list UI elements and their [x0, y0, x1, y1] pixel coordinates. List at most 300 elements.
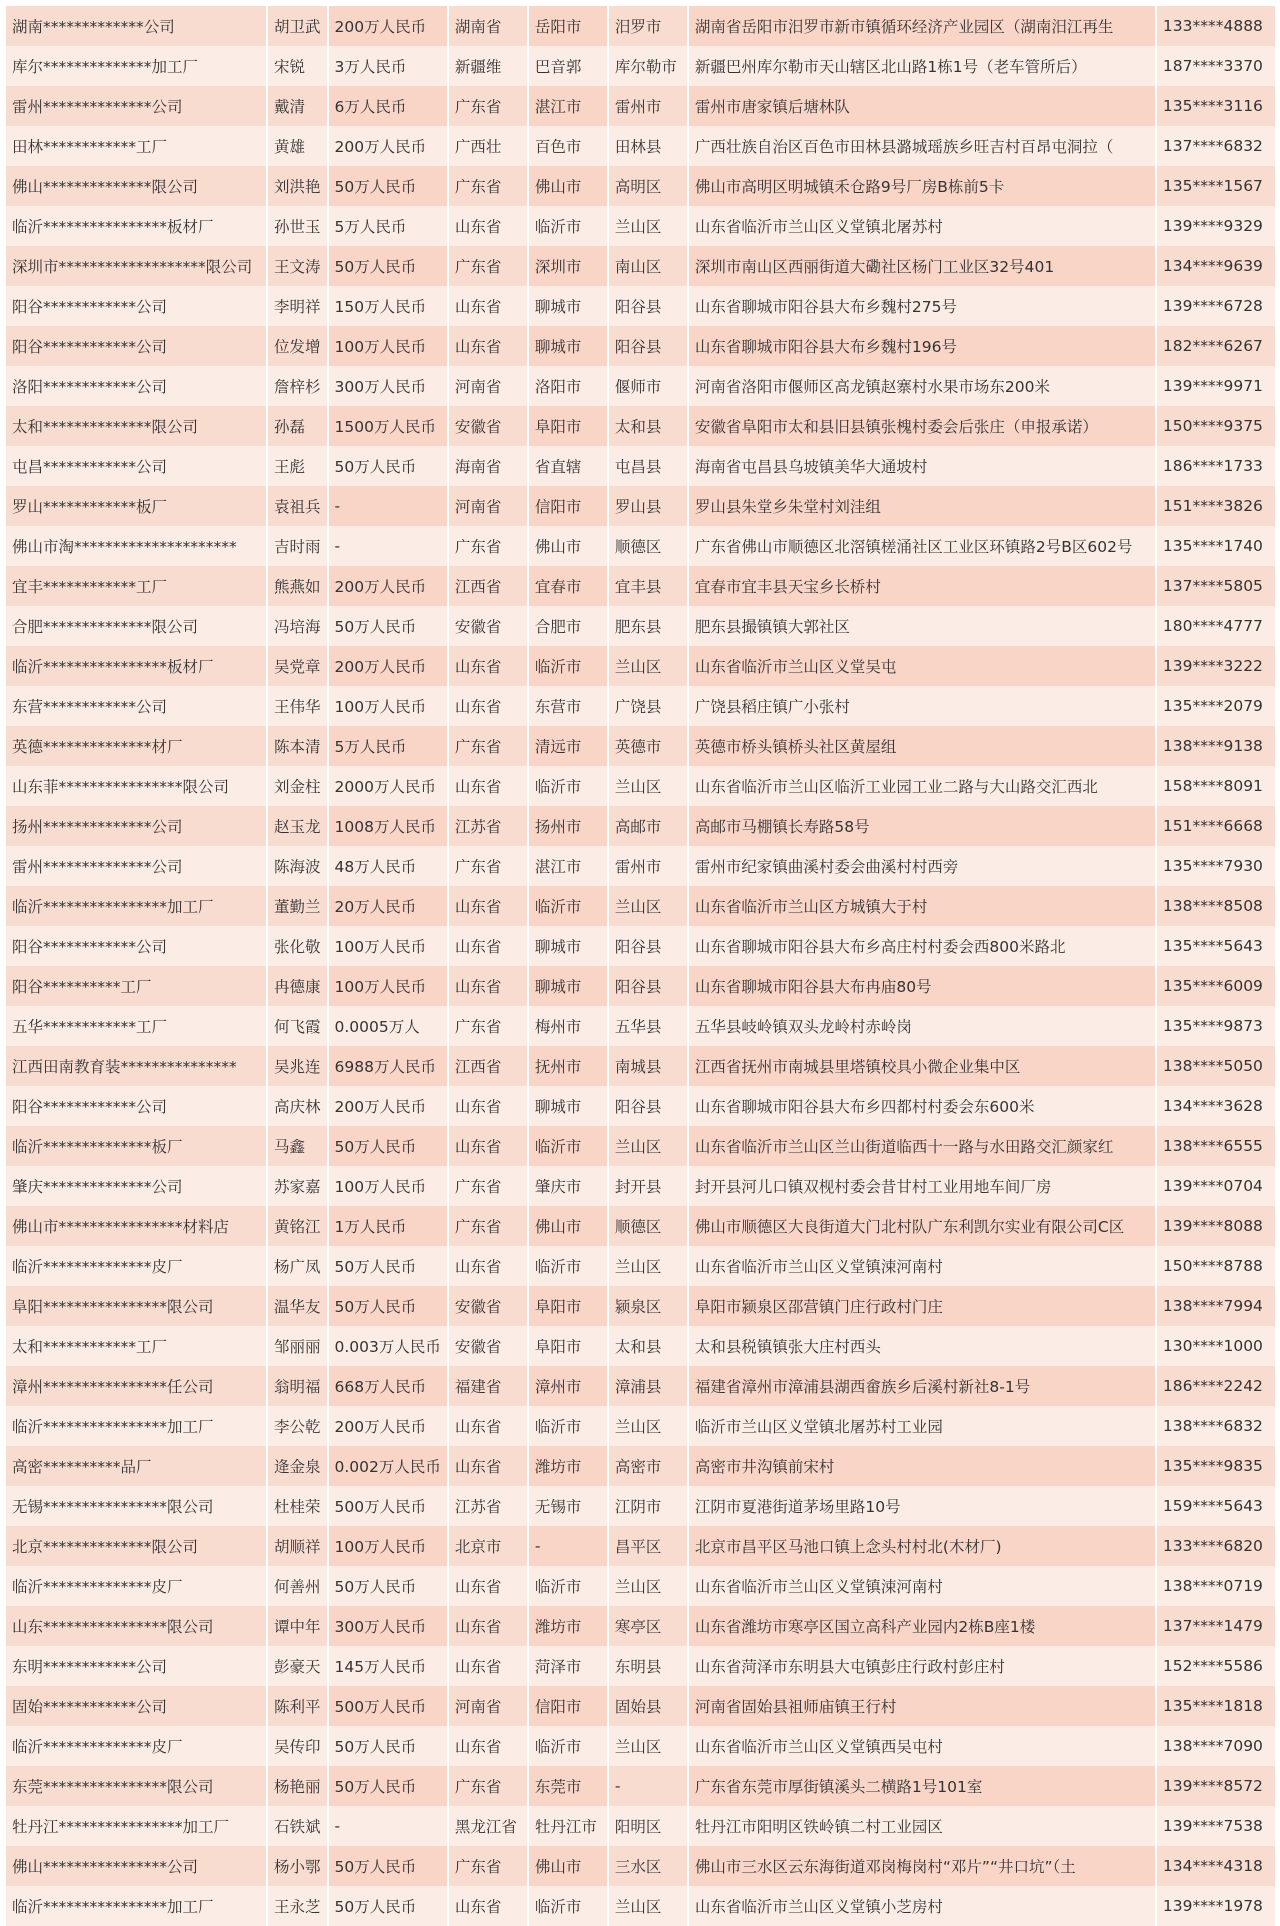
table-body: [6, 6, 1277, 1926]
table-row: [6, 1446, 1277, 1486]
contact-cell: 马鑫: [268, 1126, 329, 1166]
province-cell: 江苏省: [449, 806, 529, 846]
capital-cell: 1008万人民币: [329, 806, 449, 846]
city-cell: 漳州市: [529, 1366, 609, 1406]
phone-cell: 137****6832: [1157, 126, 1277, 166]
capital-cell: -: [329, 1806, 449, 1846]
contact-cell: 胡顺祥: [268, 1526, 329, 1566]
address-cell: 河南省洛阳市偃师区高龙镇赵寨村水果市场东200米: [689, 366, 1157, 406]
capital-cell: 50万人民币: [329, 1566, 449, 1606]
table-row: [6, 686, 1277, 726]
contact-cell: 董勤兰: [268, 886, 329, 926]
company-name-cell: 高密**********品厂: [6, 1446, 268, 1486]
phone-cell: 152****5586: [1157, 1646, 1277, 1686]
city-cell: 信阳市: [529, 486, 609, 526]
phone-cell: 135****9873: [1157, 1006, 1277, 1046]
province-cell: 山东省: [449, 1446, 529, 1486]
province-cell: 广东省: [449, 246, 529, 286]
address-cell: 深圳市南山区西丽街道大磡社区杨门工业区32号401: [689, 246, 1157, 286]
phone-cell: 135****1818: [1157, 1686, 1277, 1726]
province-cell: 新疆维: [449, 46, 529, 86]
city-cell: 百色市: [529, 126, 609, 166]
address-cell: 山东省临沂市兰山区方城镇大于村: [689, 886, 1157, 926]
table-row: [6, 966, 1277, 1006]
table-row: [6, 846, 1277, 886]
city-cell: 聊城市: [529, 926, 609, 966]
province-cell: 广东省: [449, 86, 529, 126]
company-name-cell: 固始************公司: [6, 1686, 268, 1726]
capital-cell: 668万人民币: [329, 1366, 449, 1406]
province-cell: 安徽省: [449, 606, 529, 646]
province-cell: 河南省: [449, 366, 529, 406]
province-cell: 山东省: [449, 1086, 529, 1126]
province-cell: 广东省: [449, 846, 529, 886]
phone-cell: 139****9971: [1157, 366, 1277, 406]
address-cell: 佛山市高明区明城镇禾仓路9号厂房B栋前5卡: [689, 166, 1157, 206]
district-cell: 兰山区: [609, 1726, 689, 1766]
address-cell: 山东省临沂市兰山区临沂工业园工业二路与大山路交汇西北: [689, 766, 1157, 806]
contact-cell: 温华友: [268, 1286, 329, 1326]
company-name-cell: 佛山**************限公司: [6, 166, 268, 206]
capital-cell: 50万人民币: [329, 1726, 449, 1766]
province-cell: 山东省: [449, 646, 529, 686]
company-name-cell: 雷州**************公司: [6, 86, 268, 126]
capital-cell: 200万人民币: [329, 6, 449, 46]
company-name-cell: 山东****************限公司: [6, 1606, 268, 1646]
company-name-cell: 临沂**************皮厂: [6, 1726, 268, 1766]
capital-cell: 0.002万人民币: [329, 1446, 449, 1486]
phone-cell: 180****4777: [1157, 606, 1277, 646]
phone-cell: 186****2242: [1157, 1366, 1277, 1406]
table-row: [6, 406, 1277, 446]
address-cell: 山东省临沂市兰山区义堂镇西吴屯村: [689, 1726, 1157, 1766]
phone-cell: 158****8091: [1157, 766, 1277, 806]
city-cell: 聊城市: [529, 286, 609, 326]
company-name-cell: 东莞****************限公司: [6, 1766, 268, 1806]
address-cell: 山东省临沂市兰山区义堂镇北屠苏村: [689, 206, 1157, 246]
address-cell: 高邮市马棚镇长寿路58号: [689, 806, 1157, 846]
district-cell: 高明区: [609, 166, 689, 206]
company-name-cell: 太和**************限公司: [6, 406, 268, 446]
province-cell: 山东省: [449, 1606, 529, 1646]
address-cell: 佛山市顺德区大良街道大门北村队广东利凯尔实业有限公司C区: [689, 1206, 1157, 1246]
table-row: [6, 886, 1277, 926]
district-cell: -: [609, 1766, 689, 1806]
district-cell: 屯昌县: [609, 446, 689, 486]
city-cell: 扬州市: [529, 806, 609, 846]
contact-cell: 张化敬: [268, 926, 329, 966]
contact-cell: 苏家嘉: [268, 1166, 329, 1206]
phone-cell: 138****6555: [1157, 1126, 1277, 1166]
district-cell: 东明县: [609, 1646, 689, 1686]
capital-cell: 200万人民币: [329, 646, 449, 686]
table-row: [6, 1406, 1277, 1446]
phone-cell: 150****9375: [1157, 406, 1277, 446]
capital-cell: -: [329, 486, 449, 526]
table-row: [6, 726, 1277, 766]
address-cell: 山东省临沂市兰山区义堂镇涑河南村: [689, 1566, 1157, 1606]
table-row: [6, 1366, 1277, 1406]
city-cell: 临沂市: [529, 1726, 609, 1766]
phone-cell: 150****8788: [1157, 1246, 1277, 1286]
district-cell: 英德市: [609, 726, 689, 766]
phone-cell: 133****6820: [1157, 1526, 1277, 1566]
table-row: [6, 1806, 1277, 1846]
capital-cell: 500万人民币: [329, 1686, 449, 1726]
province-cell: 广东省: [449, 166, 529, 206]
district-cell: 固始县: [609, 1686, 689, 1726]
capital-cell: 100万人民币: [329, 326, 449, 366]
address-cell: 海南省屯昌县乌坡镇美华大通坡村: [689, 446, 1157, 486]
table-row: [6, 1886, 1277, 1926]
phone-cell: 135****1740: [1157, 526, 1277, 566]
phone-cell: 133****4888: [1157, 6, 1277, 46]
address-cell: 临沂市兰山区义堂镇北屠苏村工业园: [689, 1406, 1157, 1446]
province-cell: 广东省: [449, 1166, 529, 1206]
capital-cell: 50万人民币: [329, 1246, 449, 1286]
city-cell: 临沂市: [529, 1886, 609, 1926]
contact-cell: 石铁斌: [268, 1806, 329, 1846]
table-row: [6, 1846, 1277, 1886]
district-cell: 阳谷县: [609, 326, 689, 366]
table-row: [6, 206, 1277, 246]
address-cell: 广东省东莞市厚街镇溪头二横路1号101室: [689, 1766, 1157, 1806]
province-cell: 黑龙江省: [449, 1806, 529, 1846]
table-row: [6, 1166, 1277, 1206]
contact-cell: 袁祖兵: [268, 486, 329, 526]
contact-cell: 吴传印: [268, 1726, 329, 1766]
city-cell: 东营市: [529, 686, 609, 726]
phone-cell: 139****1978: [1157, 1886, 1277, 1926]
address-cell: 阜阳市颍泉区邵营镇门庄行政村门庄: [689, 1286, 1157, 1326]
district-cell: 库尔勒市: [609, 46, 689, 86]
company-name-cell: 雷州**************公司: [6, 846, 268, 886]
district-cell: 昌平区: [609, 1526, 689, 1566]
province-cell: 山东省: [449, 1726, 529, 1766]
capital-cell: 300万人民币: [329, 1606, 449, 1646]
address-cell: 英德市桥头镇桥头社区黄屋组: [689, 726, 1157, 766]
contact-cell: 詹梓杉: [268, 366, 329, 406]
company-name-cell: 漳州****************任公司: [6, 1366, 268, 1406]
province-cell: 山东省: [449, 926, 529, 966]
contact-cell: 王文涛: [268, 246, 329, 286]
province-cell: 河南省: [449, 486, 529, 526]
address-cell: 山东省聊城市阳谷县大布乡高庄村村委会西800米路北: [689, 926, 1157, 966]
phone-cell: 151****6668: [1157, 806, 1277, 846]
province-cell: 广东省: [449, 1006, 529, 1046]
province-cell: 山东省: [449, 886, 529, 926]
address-cell: 高密市井沟镇前宋村: [689, 1446, 1157, 1486]
province-cell: 山东省: [449, 1886, 529, 1926]
table-row: [6, 1726, 1277, 1766]
address-cell: 牡丹江市阳明区铁岭镇二村工业园区: [689, 1806, 1157, 1846]
contact-cell: 宋锐: [268, 46, 329, 86]
province-cell: 山东省: [449, 286, 529, 326]
province-cell: 山东省: [449, 686, 529, 726]
table-row: [6, 486, 1277, 526]
phone-cell: 135****2079: [1157, 686, 1277, 726]
table-row: [6, 1206, 1277, 1246]
province-cell: 山东省: [449, 1566, 529, 1606]
capital-cell: 200万人民币: [329, 1086, 449, 1126]
table-row: [6, 1326, 1277, 1366]
capital-cell: 100万人民币: [329, 926, 449, 966]
contact-cell: 戴清: [268, 86, 329, 126]
address-cell: 山东省聊城市阳谷县大布乡魏村275号: [689, 286, 1157, 326]
city-cell: 湛江市: [529, 846, 609, 886]
contact-cell: 李公乾: [268, 1406, 329, 1446]
district-cell: 兰山区: [609, 1126, 689, 1166]
district-cell: 阳明区: [609, 1806, 689, 1846]
capital-cell: 145万人民币: [329, 1646, 449, 1686]
phone-cell: 139****9329: [1157, 206, 1277, 246]
city-cell: 潍坊市: [529, 1446, 609, 1486]
contact-cell: 彭豪天: [268, 1646, 329, 1686]
address-cell: 广西壮族自治区百色市田林县潞城瑶族乡旺吉村百昂屯洞拉（: [689, 126, 1157, 166]
district-cell: 偃师市: [609, 366, 689, 406]
address-cell: 北京市昌平区马池口镇上念头村村北(木材厂): [689, 1526, 1157, 1566]
table-row: [6, 286, 1277, 326]
capital-cell: 3万人民币: [329, 46, 449, 86]
district-cell: 高密市: [609, 1446, 689, 1486]
phone-cell: 151****3826: [1157, 486, 1277, 526]
phone-cell: 138****5050: [1157, 1046, 1277, 1086]
contact-cell: 冉德康: [268, 966, 329, 1006]
district-cell: 高邮市: [609, 806, 689, 846]
city-cell: 湛江市: [529, 86, 609, 126]
phone-cell: 134****3628: [1157, 1086, 1277, 1126]
province-cell: 山东省: [449, 326, 529, 366]
table-row: [6, 446, 1277, 486]
table-row: [6, 1006, 1277, 1046]
contact-cell: 陈海波: [268, 846, 329, 886]
address-cell: 广东省佛山市顺德区北滘镇槎涌社区工业区环镇路2号B区602号: [689, 526, 1157, 566]
phone-cell: 137****5805: [1157, 566, 1277, 606]
contact-cell: 高庆林: [268, 1086, 329, 1126]
city-cell: 深圳市: [529, 246, 609, 286]
phone-cell: 135****7930: [1157, 846, 1277, 886]
contact-cell: 邹丽丽: [268, 1326, 329, 1366]
capital-cell: 50万人民币: [329, 1846, 449, 1886]
company-name-cell: 临沂**************板厂: [6, 1126, 268, 1166]
address-cell: 山东省菏泽市东明县大屯镇彭庄行政村彭庄村: [689, 1646, 1157, 1686]
capital-cell: 100万人民币: [329, 966, 449, 1006]
city-cell: 洛阳市: [529, 366, 609, 406]
contact-cell: 刘洪艳: [268, 166, 329, 206]
company-name-cell: 临沂**************皮厂: [6, 1566, 268, 1606]
table-row: [6, 1126, 1277, 1166]
district-cell: 兰山区: [609, 1566, 689, 1606]
district-cell: 汨罗市: [609, 6, 689, 46]
province-cell: 湖南省: [449, 6, 529, 46]
district-cell: 顺德区: [609, 526, 689, 566]
company-name-cell: 阳谷************公司: [6, 1086, 268, 1126]
table-row: [6, 566, 1277, 606]
phone-cell: 138****7994: [1157, 1286, 1277, 1326]
phone-cell: 130****1000: [1157, 1326, 1277, 1366]
company-name-cell: 肇庆**************公司: [6, 1166, 268, 1206]
company-name-cell: 临沂****************加工厂: [6, 886, 268, 926]
city-cell: 佛山市: [529, 166, 609, 206]
district-cell: 田林县: [609, 126, 689, 166]
phone-cell: 139****0704: [1157, 1166, 1277, 1206]
city-cell: 聊城市: [529, 326, 609, 366]
table-row: [6, 246, 1277, 286]
contact-cell: 胡卫武: [268, 6, 329, 46]
district-cell: 罗山县: [609, 486, 689, 526]
province-cell: 河南省: [449, 1686, 529, 1726]
district-cell: 太和县: [609, 1326, 689, 1366]
capital-cell: 50万人民币: [329, 1766, 449, 1806]
address-cell: 江西省抚州市南城县里塔镇校具小微企业集中区: [689, 1046, 1157, 1086]
district-cell: 兰山区: [609, 1246, 689, 1286]
contact-cell: 王彪: [268, 446, 329, 486]
contact-cell: 位发增: [268, 326, 329, 366]
city-cell: 佛山市: [529, 526, 609, 566]
capital-cell: 50万人民币: [329, 246, 449, 286]
city-cell: 抚州市: [529, 1046, 609, 1086]
contact-cell: 孙磊: [268, 406, 329, 446]
capital-cell: 48万人民币: [329, 846, 449, 886]
address-cell: 安徽省阜阳市太和县旧县镇张槐村委会后张庄（申报承诺）: [689, 406, 1157, 446]
district-cell: 兰山区: [609, 1886, 689, 1926]
table-row: [6, 1046, 1277, 1086]
contact-cell: 赵玉龙: [268, 806, 329, 846]
company-name-cell: 临沂****************板材厂: [6, 646, 268, 686]
company-name-cell: 临沂****************加工厂: [6, 1406, 268, 1446]
address-cell: 太和县税镇镇张大庄村西头: [689, 1326, 1157, 1366]
province-cell: 江西省: [449, 1046, 529, 1086]
contact-cell: 杜桂荣: [268, 1486, 329, 1526]
table-row: [6, 1606, 1277, 1646]
province-cell: 山东省: [449, 1646, 529, 1686]
province-cell: 安徽省: [449, 1286, 529, 1326]
phone-cell: 135****3116: [1157, 86, 1277, 126]
company-name-cell: 牡丹江****************加工厂: [6, 1806, 268, 1846]
city-cell: 阜阳市: [529, 1326, 609, 1366]
company-name-cell: 阜阳****************限公司: [6, 1286, 268, 1326]
city-cell: 佛山市: [529, 1846, 609, 1886]
city-cell: 临沂市: [529, 206, 609, 246]
capital-cell: 1万人民币: [329, 1206, 449, 1246]
company-name-cell: 临沂**************皮厂: [6, 1246, 268, 1286]
province-cell: 海南省: [449, 446, 529, 486]
city-cell: 东莞市: [529, 1766, 609, 1806]
address-cell: 山东省潍坊市寒亭区国立高科产业园内2栋B座1楼: [689, 1606, 1157, 1646]
table-row: [6, 1646, 1277, 1686]
capital-cell: 5万人民币: [329, 726, 449, 766]
contact-cell: 谭中年: [268, 1606, 329, 1646]
province-cell: 山东省: [449, 766, 529, 806]
contact-cell: 吉时雨: [268, 526, 329, 566]
contact-cell: 陈利平: [268, 1686, 329, 1726]
province-cell: 福建省: [449, 1366, 529, 1406]
contact-cell: 王伟华: [268, 686, 329, 726]
district-cell: 漳浦县: [609, 1366, 689, 1406]
capital-cell: 100万人民币: [329, 686, 449, 726]
province-cell: 山东省: [449, 1246, 529, 1286]
address-cell: 山东省聊城市阳谷县大布乡魏村196号: [689, 326, 1157, 366]
city-cell: 清远市: [529, 726, 609, 766]
table-row: [6, 326, 1277, 366]
company-name-cell: 佛山****************公司: [6, 1846, 268, 1886]
city-cell: -: [529, 1526, 609, 1566]
capital-cell: 100万人民币: [329, 1526, 449, 1566]
city-cell: 梅州市: [529, 1006, 609, 1046]
company-name-cell: 东明************公司: [6, 1646, 268, 1686]
contact-cell: 吴兆连: [268, 1046, 329, 1086]
capital-cell: 0.003万人民币: [329, 1326, 449, 1366]
district-cell: 江阴市: [609, 1486, 689, 1526]
address-cell: 五华县岐岭镇双头龙岭村赤岭岗: [689, 1006, 1157, 1046]
city-cell: 巴音郭: [529, 46, 609, 86]
address-cell: 山东省临沂市兰山区义堂镇涑河南村: [689, 1246, 1157, 1286]
contact-cell: 杨艳丽: [268, 1766, 329, 1806]
address-cell: 福建省漳州市漳浦县湖西畲族乡后溪村新社8-1号: [689, 1366, 1157, 1406]
phone-cell: 182****6267: [1157, 326, 1277, 366]
district-cell: 三水区: [609, 1846, 689, 1886]
contact-cell: 逄金泉: [268, 1446, 329, 1486]
capital-cell: 500万人民币: [329, 1486, 449, 1526]
company-name-cell: 阳谷************公司: [6, 926, 268, 966]
address-cell: 江阴市夏港街道茅场里路10号: [689, 1486, 1157, 1526]
district-cell: 阳谷县: [609, 966, 689, 1006]
district-cell: 太和县: [609, 406, 689, 446]
province-cell: 广东省: [449, 1846, 529, 1886]
address-cell: 罗山县朱堂乡朱堂村刘洼组: [689, 486, 1157, 526]
table-row: [6, 366, 1277, 406]
company-name-cell: 东营************公司: [6, 686, 268, 726]
company-name-cell: 临沂****************加工厂: [6, 1886, 268, 1926]
capital-cell: 50万人民币: [329, 606, 449, 646]
city-cell: 阜阳市: [529, 406, 609, 446]
company-name-cell: 阳谷************公司: [6, 326, 268, 366]
phone-cell: 139****3222: [1157, 646, 1277, 686]
address-cell: 雷州市唐家镇后塘林队: [689, 86, 1157, 126]
city-cell: 宜春市: [529, 566, 609, 606]
city-cell: 临沂市: [529, 646, 609, 686]
province-cell: 山东省: [449, 1406, 529, 1446]
phone-cell: 138****9138: [1157, 726, 1277, 766]
company-name-cell: 无锡****************限公司: [6, 1486, 268, 1526]
address-cell: 雷州市纪家镇曲溪村委会曲溪村村西旁: [689, 846, 1157, 886]
table-row: [6, 1086, 1277, 1126]
address-cell: 山东省临沂市兰山区义堂吴屯: [689, 646, 1157, 686]
table-row: [6, 6, 1277, 46]
table-row: [6, 166, 1277, 206]
city-cell: 合肥市: [529, 606, 609, 646]
capital-cell: 0.0005万人: [329, 1006, 449, 1046]
table-row: [6, 126, 1277, 166]
capital-cell: 200万人民币: [329, 566, 449, 606]
contact-cell: 孙世玉: [268, 206, 329, 246]
capital-cell: 6988万人民币: [329, 1046, 449, 1086]
address-cell: 宜春市宜丰县天宝乡长桥村: [689, 566, 1157, 606]
phone-cell: 139****7538: [1157, 1806, 1277, 1846]
phone-cell: 139****8572: [1157, 1766, 1277, 1806]
contact-cell: 翁明福: [268, 1366, 329, 1406]
address-cell: 山东省临沂市兰山区兰山街道临西十一路与水田路交汇颜家红: [689, 1126, 1157, 1166]
company-name-cell: 合肥**************限公司: [6, 606, 268, 646]
address-cell: 封开县河儿口镇双枧村委会昔甘村工业用地车间厂房: [689, 1166, 1157, 1206]
company-name-cell: 英德**************材厂: [6, 726, 268, 766]
district-cell: 顺德区: [609, 1206, 689, 1246]
company-name-cell: 佛山市淘*********************: [6, 526, 268, 566]
district-cell: 阳谷县: [609, 1086, 689, 1126]
contact-cell: 杨小鄂: [268, 1846, 329, 1886]
table-row: [6, 1526, 1277, 1566]
table-row: [6, 606, 1277, 646]
